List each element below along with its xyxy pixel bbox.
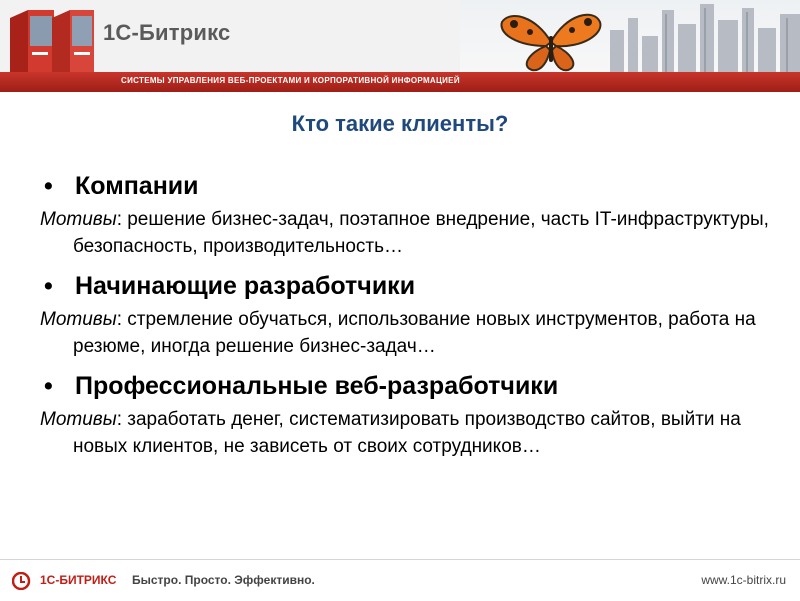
tagline-text: СИСТЕМЫ УПРАВЛЕНИЯ ВЕБ-ПРОЕКТАМИ И КОРПОРАТИВНОЙ ИНФОРМАЦИЕЙ <box>121 76 460 85</box>
section-heading-professional-developers <box>40 370 780 402</box>
heading-text: Компании <box>75 172 199 200</box>
section-heading-companies <box>40 170 780 202</box>
motive-text: : стремление обучаться, использование новых инструментов, работа на резюме, иногда решение бизнес-задач… <box>73 309 756 357</box>
heading-text: Начинающие разработчики <box>75 272 416 300</box>
bitrix-logo-icon <box>12 572 36 590</box>
heading-text: Профессиональные веб-разработчики <box>75 372 559 400</box>
motive-label: Мотивы <box>40 409 117 430</box>
motive-label: Мотивы <box>40 309 117 330</box>
motive-text: : решение бизнес-задач, поэтапное внедрение, часть IT-инфраструктуры, безопасность, производительность… <box>73 209 769 257</box>
footer-brand: 1С-БИТРИКС <box>40 573 117 587</box>
bullet-icon: • <box>44 372 53 400</box>
motive-beginner-developers <box>40 306 780 360</box>
slide-content <box>40 170 780 470</box>
motive-professional-developers <box>40 406 780 460</box>
motive-companies <box>40 206 780 260</box>
footer-slogan: Быстро. Просто. Эффективно. <box>132 573 315 587</box>
motive-label: Мотивы <box>40 209 117 230</box>
bullet-icon: • <box>44 172 53 200</box>
slide-title: Кто такие клиенты? <box>291 111 509 136</box>
section-heading-beginner-developers <box>40 270 780 302</box>
butterfly-icon <box>496 8 606 74</box>
product-box-image <box>6 4 96 76</box>
bullet-icon: • <box>44 272 53 300</box>
header-banner <box>0 0 800 92</box>
footer <box>0 559 800 601</box>
footer-url-link[interactable]: www.1c-bitrix.ru <box>701 573 786 587</box>
brand-logo: 1С-Битрикс <box>103 20 231 45</box>
motive-text: : заработать денег, систематизировать производство сайтов, выйти на новых клиентов, не зависеть от своих сотрудников… <box>73 409 741 457</box>
